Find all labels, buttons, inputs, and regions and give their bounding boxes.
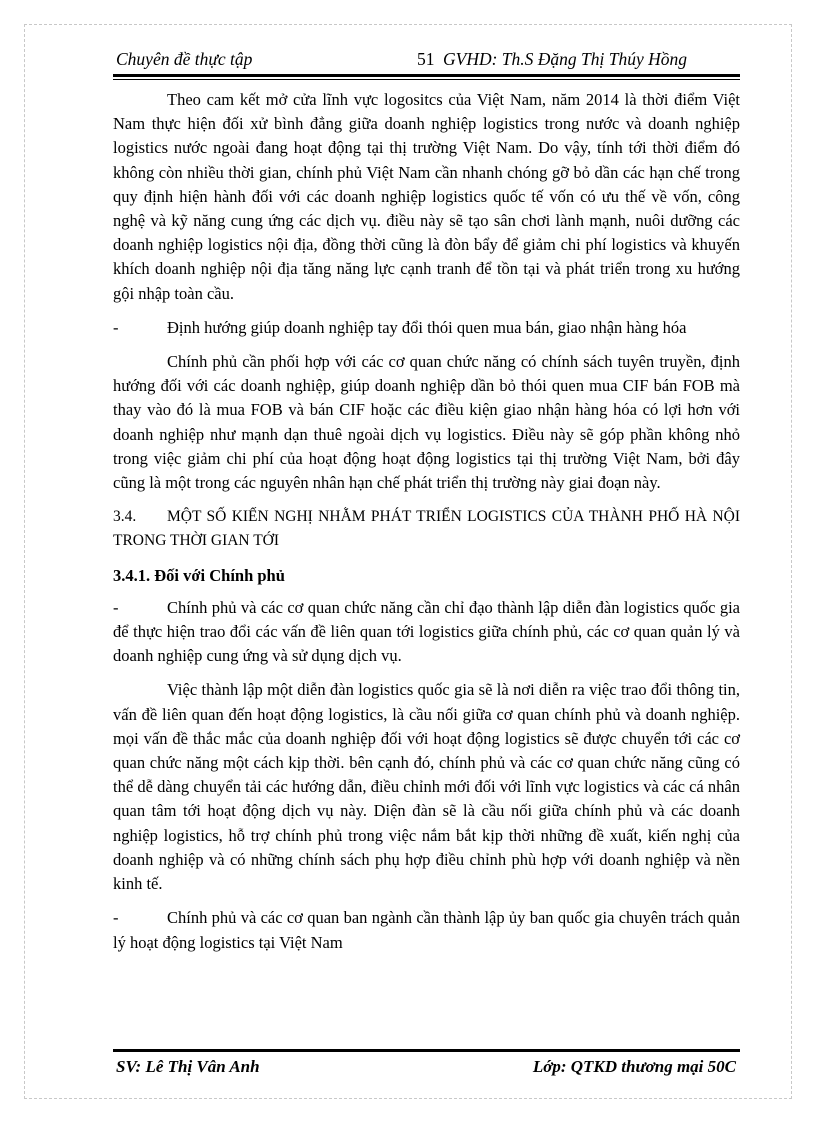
paragraph-commitment: Theo cam kết mở cửa lĩnh vực logositcs của Việt Nam, năm 2014 là thời điểm Việt Nam thực hiện đối xử bình đẳng giữa doanh nghiệp logistics trong nước và doanh nghiệp logistics nước ngoài đang hoạt động tại thị trường Việt Nam. Do vậy, tính tới thời điểm đó không còn nhiều thời gian, chính phủ Việt Nam cần nhanh chóng gỡ bỏ dần các hạn chế trong quy định hiện hành đối với các doanh nghiệp logistics quốc tế vốn có ưu thế về vốn, công nghệ và kỹ năng cung ứng các dịch vụ. điều này sẽ tạo sân chơi lành mạnh, nuôi dưỡng các doanh nghiệp logistics nội địa, đồng thời cũng là đòn bẩy để giảm chi phí logistics và khuyến khích doanh nghiệp nội địa tăng năng lực cạnh tranh để tồn tại và phát triển trong xu hướng gội nhập toàn cầu. [113,90,740,303]
paragraph-government-coordination: Chính phủ cần phối hợp với các cơ quan chức năng có chính sách tuyên truyền, định hướng đối với các doanh nghiệp, giúp doanh nghiệp dần bỏ thói quen mua CIF bán FOB mà thay vào đó là mua FOB và bán CIF hoặc các điều kiện giao nhận hàng hóa có lợi hơn với doanh nghiệp như mạnh dạn thuê ngoài dịch vụ logistics. Điều này sẽ góp phần không nhỏ trong việc giảm chi phí của hoạt động hoạt động logistics tại thị trường Việt Nam, bởi đây cũng là một trong các nguyên nhân hạn chế phát triển thị trường này giai đoạn này. [113,352,740,493]
bullet-orientation [113,316,740,340]
footer-class: Lớp: QTKD thương mại 50C [532,1057,736,1076]
dash-mark: - [113,597,119,617]
bullet-orientation-text: Định hướng giúp doanh nghiệp tay đổi thói quen mua bán, giao nhận hàng hóa [167,317,687,337]
subsection-heading: 3.4.1. Đối với Chính phủ [113,565,285,585]
header-report-title: Chuyên đề thực tập [116,49,253,69]
footer-rule-thick [113,1049,740,1052]
section-heading [113,505,740,553]
page-number: 51 [417,49,435,69]
header-rule-thin [113,79,740,80]
header-supervisor: GVHD: Th.S Đặng Thị Thúy Hồng [443,49,688,69]
header-rule-thick [113,74,740,77]
bullet-forum [113,596,740,669]
bullet-committee-text: Chính phủ và các cơ quan ban ngành cần thành lập ủy ban quốc gia chuyên trách quản lý hoạt động logistics tại Việt Nam [113,908,740,952]
section-title: MỘT SỐ KIẾN NGHỊ NHẰM PHÁT TRIỂN LOGISTICS CỦA THÀNH PHỐ HÀ NỘI TRONG THỜI GIAN TỚI [113,508,740,550]
bullet-forum-text: Chính phủ và các cơ quan chức năng cần chỉ đạo thành lập diễn đàn logistics quốc gia để thực hiện trao đổi các vấn đề liên quan tới logistics giữa chính phủ, các cơ quan quản lý và doanh nghiệp cung ứng và sử dụng dịch vụ. [113,597,740,666]
section-number: 3.4. [113,508,137,526]
bullet-committee [113,906,740,954]
dash-mark: - [113,908,119,928]
footer-student: SV: Lê Thị Vân Anh [116,1057,260,1076]
paragraph-forum-details: Việc thành lập một diễn đàn logistics quốc gia sẽ là nơi diễn ra việc trao đổi thông tin, vấn đề liên quan đến hoạt động logistics, là cầu nối giữa cơ quan chính phủ và doanh nghiệp. mọi vấn đề thắc mắc của doanh nghiệp đối với hoạt động logistics sẽ được chuyển tới các cơ quan chức năng một cách kịp thời. bên cạnh đó, chính phủ và các cơ quan chức năng cũng có thể dễ dàng chuyển tải các hướng dẫn, điều chỉnh mới đối với lĩnh vực logistics và các cá nhân quan tâm tới hoạt động dịch vụ này. Diện đàn sẽ là cầu nối giữa chính phủ và các doanh nghiệp logistics, hỗ trợ chính phủ trong việc nắm bắt kịp thời những đề xuất, kiến nghị của doanh nghiệp và có những chính sách phụ hợp điều chỉnh phù hợp với doanh nghiệp và nền kinh tế. [113,680,740,894]
page-header [113,46,740,72]
dash-mark: - [113,317,119,337]
page-body [113,88,740,965]
